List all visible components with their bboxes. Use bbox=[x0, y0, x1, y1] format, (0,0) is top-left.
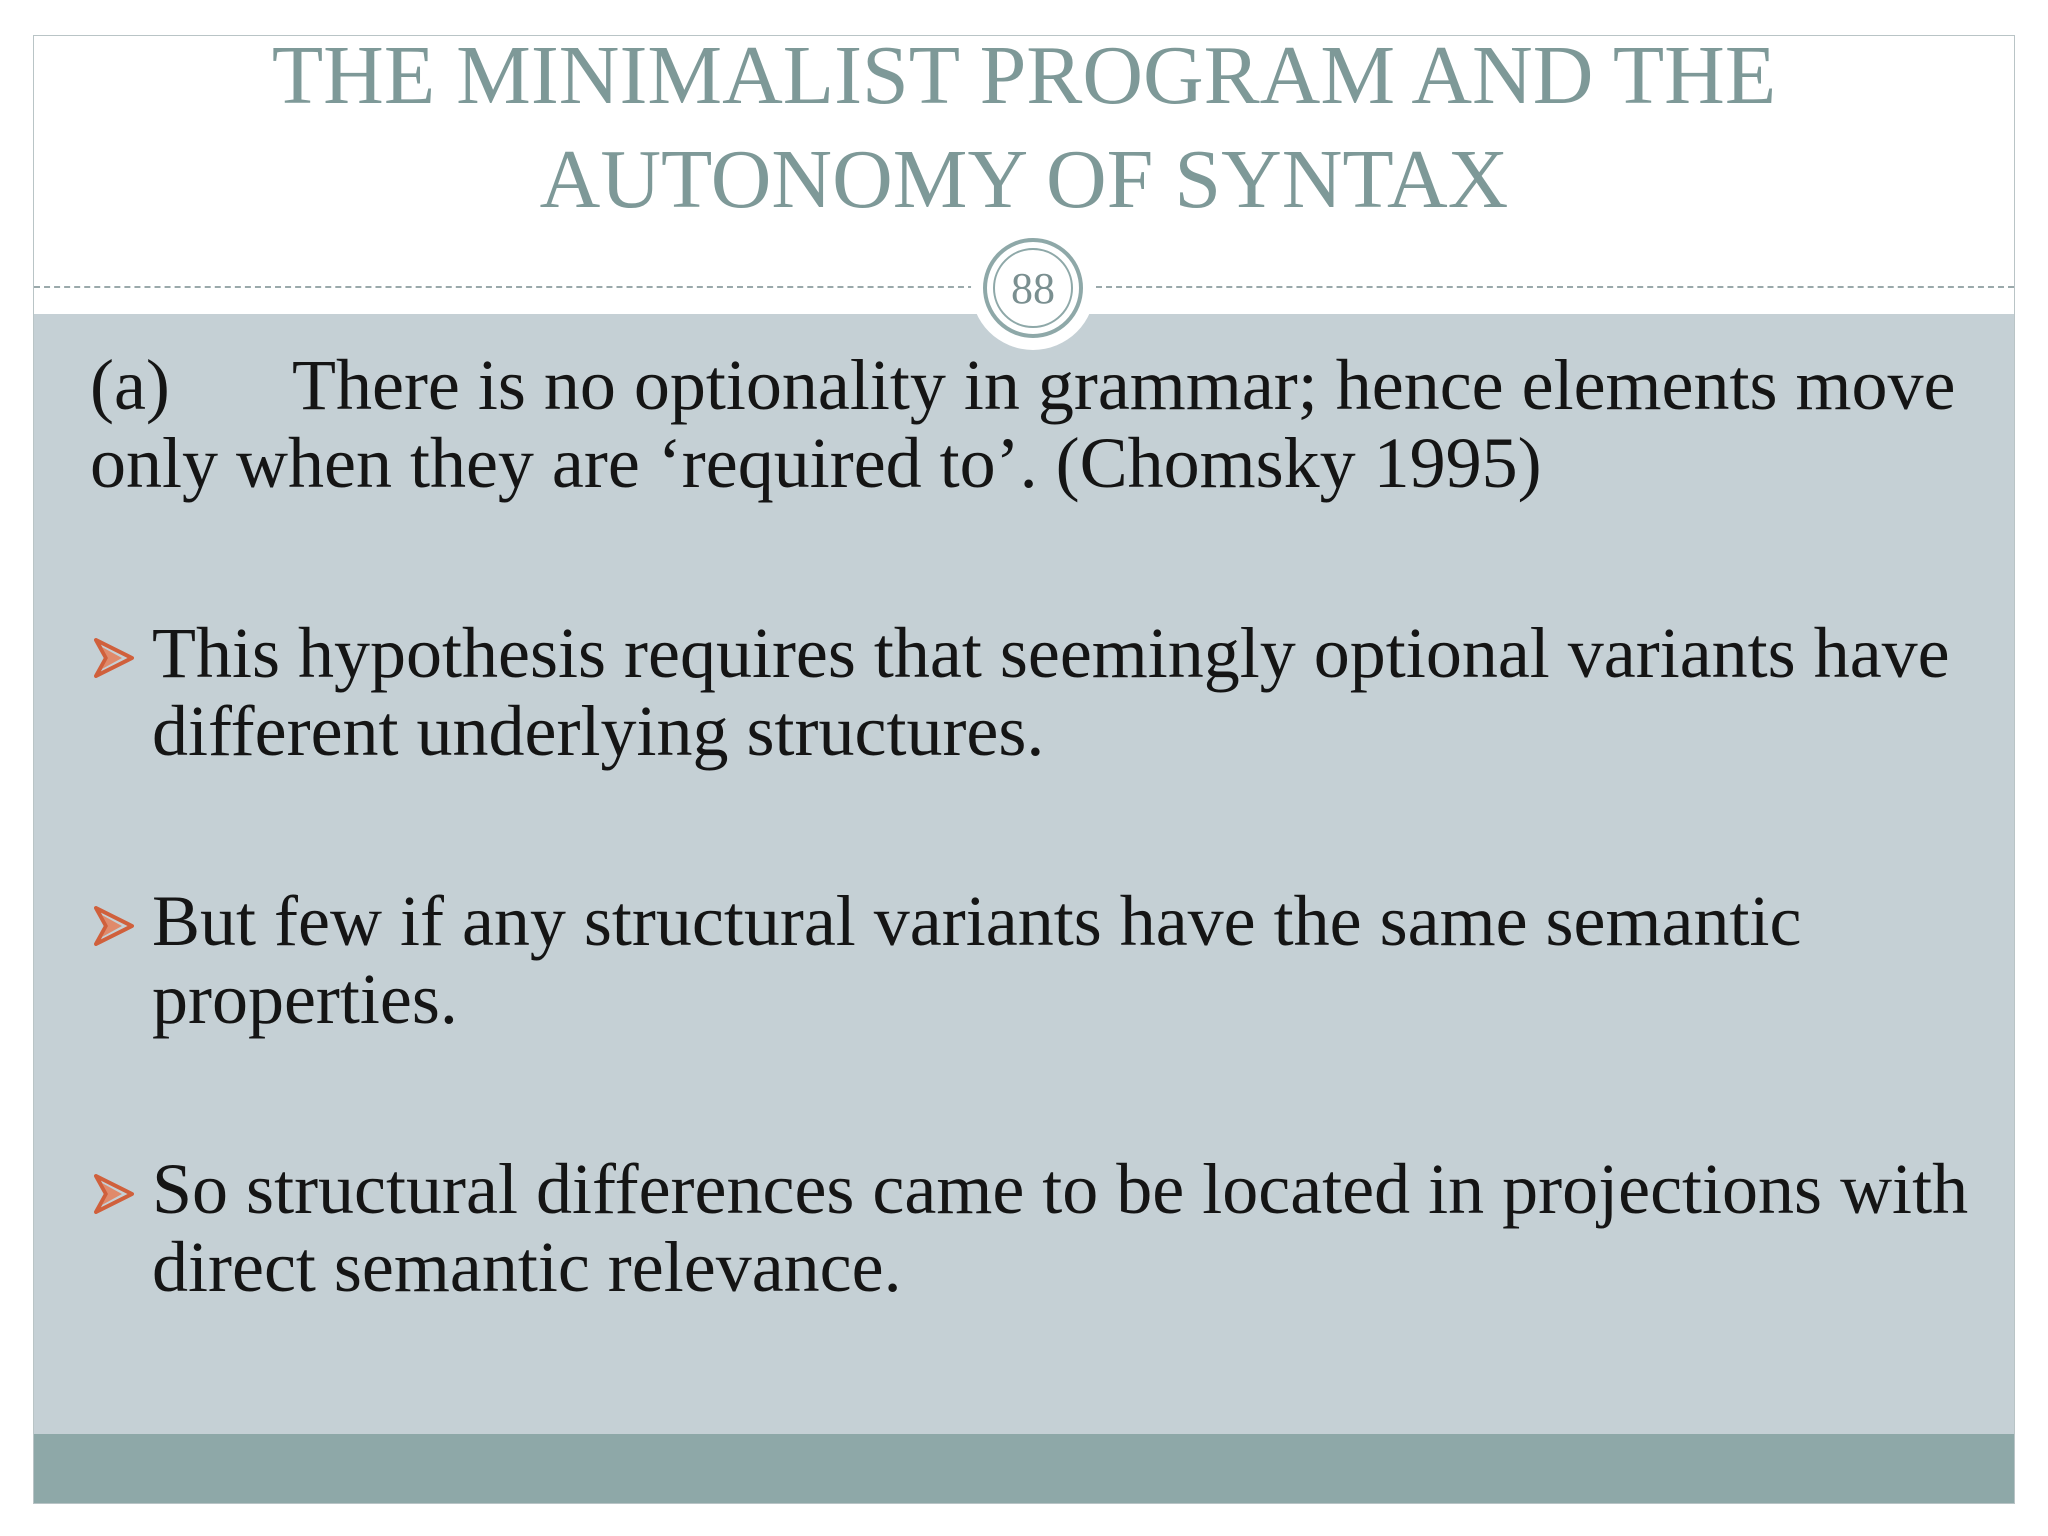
arrowhead-icon bbox=[94, 638, 134, 678]
bullet-item-1 bbox=[90, 614, 1990, 770]
page-number: 88 bbox=[993, 248, 1073, 328]
arrowhead-icon bbox=[94, 1174, 134, 1214]
bullet-item-3 bbox=[90, 1150, 1990, 1306]
quote-label: (a) bbox=[90, 345, 170, 425]
title-line-2: AUTONOMY OF SYNTAX bbox=[539, 133, 1509, 226]
page-number-badge bbox=[983, 238, 1083, 338]
bullet-item-2 bbox=[90, 882, 1990, 1038]
quote-text: There is no optionality in grammar; hence elements move only when they are ‘required to’. (Chomsky 1995) bbox=[90, 345, 1956, 503]
slide-frame bbox=[33, 35, 2015, 1504]
title-divider-right bbox=[1096, 286, 2014, 288]
bullet-text-1: This hypothesis requires that seemingly optional variants have different underlying structures. bbox=[152, 613, 1950, 771]
bullet-text-2: But few if any structural variants have the same semantic properties. bbox=[152, 881, 1802, 1039]
slide-title bbox=[34, 35, 2014, 254]
bullet-text-3: So structural differences came to be located in projections with direct semantic relevance. bbox=[152, 1149, 1969, 1307]
quote-paragraph bbox=[90, 346, 1990, 502]
title-divider-left bbox=[34, 286, 974, 288]
arrowhead-icon bbox=[94, 906, 134, 946]
footer-band bbox=[34, 1434, 2014, 1504]
title-line-1: THE MINIMALIST PROGRAM AND THE bbox=[271, 35, 1777, 122]
